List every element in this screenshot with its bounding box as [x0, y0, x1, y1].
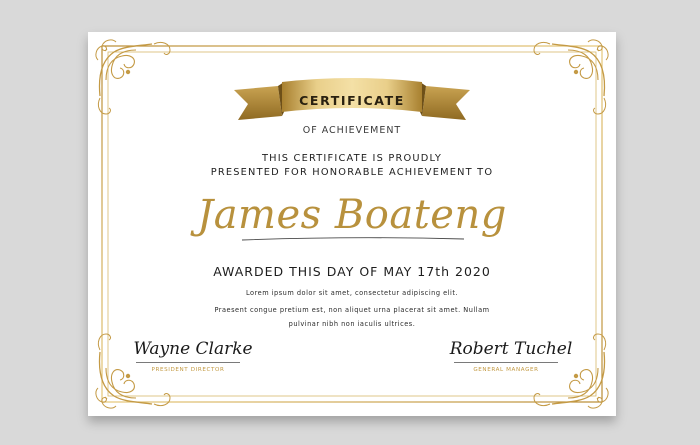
body-text-line-2: Praesent congue pretium est, non aliquet urna placerat sit amet. Nullam: [214, 306, 490, 314]
certificate-sheet: [88, 32, 616, 416]
certificate-subtitle: OF ACHIEVEMENT: [302, 125, 402, 136]
certificate-title: CERTIFICATE: [299, 93, 405, 108]
awarded-date-line: AWARDED THIS DAY OF MAY 17th 2020: [213, 264, 491, 279]
signature-right: Robert Tuchel: [449, 339, 573, 359]
intro-line-2: PRESENTED FOR HONORABLE ACHIEVEMENT TO: [210, 167, 494, 178]
name-underline-swash: [238, 235, 468, 243]
intro-line-1: THIS CERTIFICATE IS PROUDLY: [261, 153, 443, 164]
signature-left: Wayne Clarke: [133, 339, 253, 359]
body-text-line-1: Lorem ipsum dolor sit amet, consectetur adipiscing elit.: [245, 289, 459, 297]
signature-line-left: [136, 362, 240, 363]
signature-role-left: PRESIDENT DIRECTOR: [151, 367, 225, 373]
signature-role-right: GENERAL MANAGER: [473, 367, 539, 373]
body-text-line-3: pulvinar nibh non iaculis ultrices.: [288, 320, 416, 328]
recipient-name: James Boateng: [197, 192, 507, 238]
signature-line-right: [454, 362, 558, 363]
